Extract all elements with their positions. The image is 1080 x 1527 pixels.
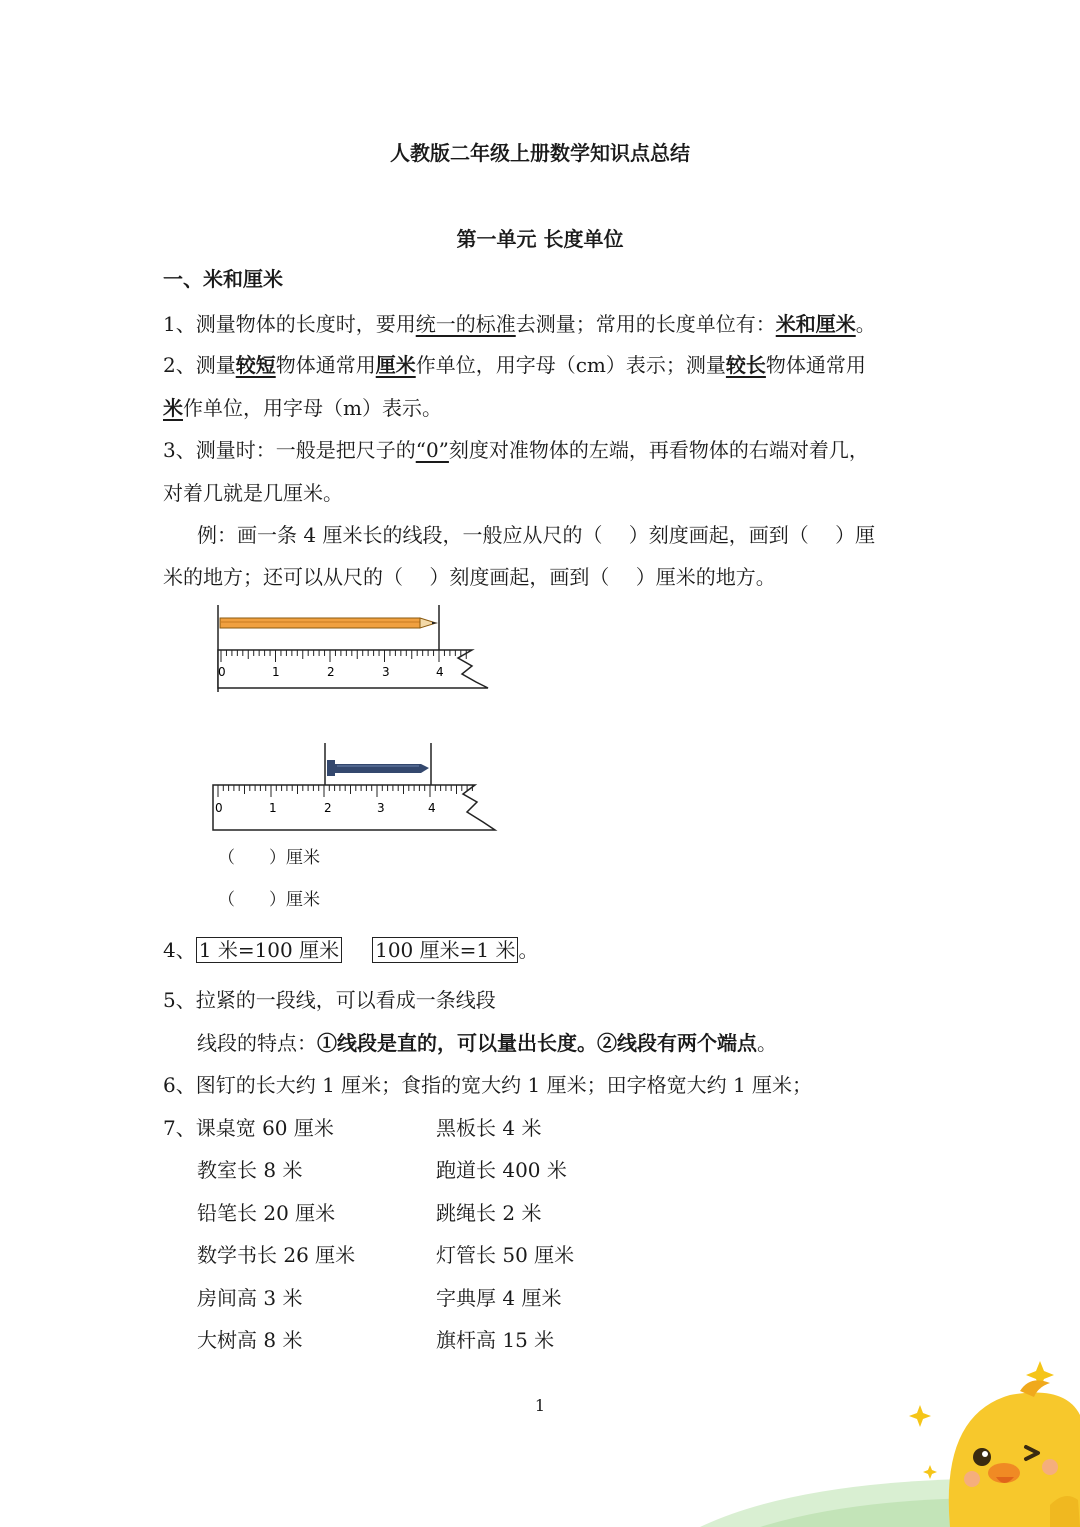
underlined-text: 统一的标准	[415, 312, 516, 336]
paragraph-5: 5、拉紧的一段线，可以看成一条线段	[163, 988, 496, 1012]
text: 作单位，用字母（cm）表示；测量	[415, 353, 726, 377]
ruler-label-0: 0	[218, 665, 226, 679]
list-item: 教室长 8 米	[197, 1158, 303, 1182]
text: 4、	[163, 938, 196, 962]
answer-blank-2: （ ）厘米	[218, 890, 320, 910]
text: 1、测量物体的长度时，要用	[163, 312, 416, 336]
text: 物体通常用	[765, 353, 866, 377]
text: 。	[518, 938, 539, 962]
text: 线段的特点：	[197, 1031, 317, 1055]
paragraph-2-line-2	[163, 395, 442, 421]
text: 3、测量时：一般是把尺子的	[163, 438, 416, 462]
underlined-text: 较长	[725, 353, 766, 377]
underlined-text: 较短	[235, 353, 276, 377]
ruler-label-4: 4	[428, 801, 436, 815]
underlined-text: 厘米	[375, 353, 416, 377]
list-item: 字典厚 4 厘米	[436, 1286, 562, 1310]
ruler-with-nail-figure	[205, 740, 505, 840]
list-item: 旗杆高 15 米	[436, 1328, 555, 1352]
list-item: 铅笔长 20 厘米	[197, 1201, 336, 1225]
ruler-label-4: 4	[436, 665, 444, 679]
text: 作单位，用字母（m）表示。	[183, 396, 442, 420]
list-item: 跳绳长 2 米	[436, 1201, 542, 1225]
example-line-2: 米的地方；还可以从尺的（ ）刻度画起，画到（ ）厘米的地方。	[163, 565, 776, 589]
list-item: 黑板长 4 米	[436, 1116, 542, 1140]
ruler-label-1: 1	[269, 801, 277, 815]
unit-title: 第一单元 长度单位	[456, 227, 624, 251]
ruler-with-pencil-figure	[210, 600, 500, 700]
ruler-icon	[213, 785, 495, 830]
section-heading: 一、米和厘米	[163, 267, 283, 291]
paragraph-3-line-1	[163, 437, 869, 463]
nail-icon	[327, 760, 429, 776]
text: 刻度对准物体的左端，再看物体的右端对着几，	[448, 438, 869, 462]
ruler-icon	[218, 650, 488, 688]
boxed-formula: 100 厘米=1 米	[372, 937, 518, 963]
mascot-chick-icon	[900, 1355, 1080, 1527]
text: 2、测量	[163, 353, 236, 377]
ruler-label-1: 1	[272, 665, 280, 679]
list-item: 跑道长 400 米	[436, 1158, 567, 1182]
example-line-1: 例：画一条 4 厘米长的线段，一般应从尺的（ ）刻度画起，画到（ ）厘	[197, 523, 876, 547]
ruler-label-3: 3	[382, 665, 390, 679]
text: 。	[757, 1031, 777, 1055]
list-item: 灯管长 50 厘米	[436, 1243, 575, 1267]
list-item: 7、课桌宽 60 厘米	[163, 1116, 334, 1140]
text: 。	[855, 312, 876, 336]
bold-text: ①线段是直的，可以量出长度。②线段有两个端点	[317, 1031, 757, 1055]
page-number: 1	[534, 1396, 546, 1415]
list-item: 大树高 8 米	[197, 1328, 303, 1352]
paragraph-4	[163, 937, 538, 963]
boxed-formula: 1 米=100 厘米	[196, 937, 342, 963]
list-item: 数学书长 26 厘米	[197, 1243, 356, 1267]
paragraph-3-line-2: 对着几就是几厘米。	[163, 481, 343, 505]
ruler-label-0: 0	[215, 801, 223, 815]
answer-blank-1: （ ）厘米	[218, 848, 320, 868]
underlined-text: 米和厘米	[775, 312, 856, 336]
paragraph-1	[163, 311, 876, 337]
segment-features	[197, 1030, 777, 1056]
text: 去测量；常用的长度单位有：	[515, 312, 776, 336]
ruler-label-2: 2	[327, 665, 335, 679]
paragraph-6: 6、图钉的长大约 1 厘米；食指的宽大约 1 厘米；田字格宽大约 1 厘米；	[163, 1073, 813, 1097]
ruler-label-2: 2	[324, 801, 332, 815]
ruler-label-3: 3	[377, 801, 385, 815]
text: 物体通常用	[275, 353, 376, 377]
document-title: 人教版二年级上册数学知识点总结	[390, 141, 690, 165]
underlined-text: 米	[163, 396, 183, 420]
paragraph-2-line-1	[163, 352, 866, 378]
pencil-icon	[220, 618, 438, 628]
underlined-text: “0”	[415, 438, 449, 462]
list-item: 房间高 3 米	[197, 1286, 303, 1310]
